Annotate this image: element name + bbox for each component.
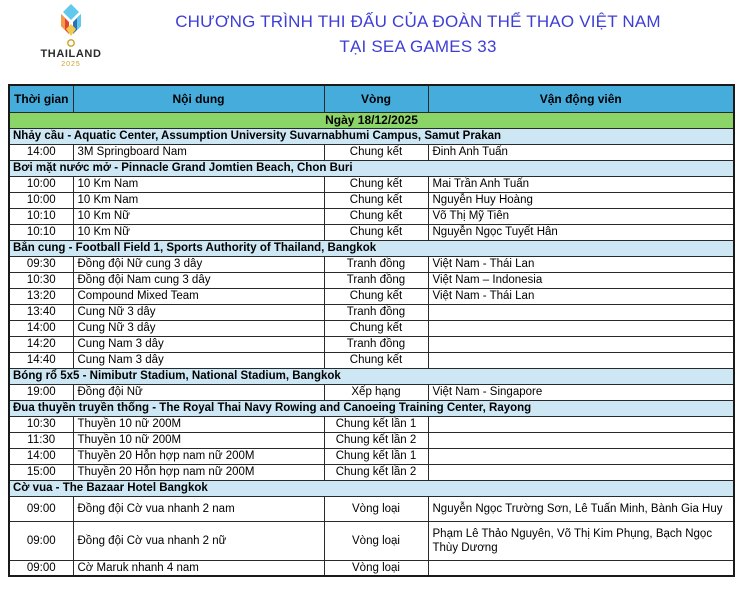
time-cell: 15:00 xyxy=(9,464,73,480)
time-cell: 14:00 xyxy=(9,448,73,464)
table-row xyxy=(9,432,734,448)
table-row xyxy=(9,192,734,208)
logo-country-label: THAILAND xyxy=(40,48,102,60)
table-row xyxy=(9,496,734,521)
event-cell: Đồng đội Nữ xyxy=(73,384,324,400)
table-row xyxy=(9,288,734,304)
event-cell: Thuyền 10 nữ 200M xyxy=(73,432,324,448)
section-header-row xyxy=(9,480,734,496)
table-row xyxy=(9,416,734,432)
event-cell: 10 Km Nam xyxy=(73,192,324,208)
section-header-row xyxy=(9,128,734,144)
athlete-cell: Phạm Lê Thảo Nguyên, Võ Thị Kim Phụng, Bạch Ngọc Thùy Dương xyxy=(428,521,734,560)
round-cell: Chung kết xyxy=(324,288,428,304)
page-title-line2: TẠI SEA GAMES 33 xyxy=(339,37,497,56)
section-header: Nhảy cầu - Aquatic Center, Assumption University Suvarnabhumi Campus, Samut Prakan xyxy=(9,128,734,144)
athlete-cell: Việt Nam - Thái Lan xyxy=(428,256,734,272)
athlete-cell: Việt Nam – Indonesia xyxy=(428,272,734,288)
date-banner: Ngày 18/12/2025 xyxy=(9,112,734,128)
table-row xyxy=(9,448,734,464)
column-header-row xyxy=(9,85,734,112)
round-cell: Chung kết xyxy=(324,176,428,192)
section-header-row xyxy=(9,400,734,416)
round-cell: Vòng loại xyxy=(324,560,428,576)
athlete-cell xyxy=(428,352,734,368)
date-banner-row xyxy=(9,112,734,128)
time-cell: 10:10 xyxy=(9,208,73,224)
page-title xyxy=(132,9,704,59)
section-header: Đua thuyền truyền thống - The Royal Thai Navy Rowing and Canoeing Training Center, Rayong xyxy=(9,400,734,416)
table-row xyxy=(9,144,734,160)
time-cell: 14:20 xyxy=(9,336,73,352)
column-header-time: Thời gian xyxy=(9,85,73,112)
time-cell: 09:00 xyxy=(9,560,73,576)
table-row xyxy=(9,560,734,576)
round-cell: Chung kết xyxy=(324,320,428,336)
round-cell: Vòng loại xyxy=(324,496,428,521)
document-header xyxy=(0,0,740,84)
athlete-cell: Nguyễn Ngọc Tuyết Hân xyxy=(428,224,734,240)
event-cell: Đồng đội Nữ cung 3 dây xyxy=(73,256,324,272)
round-cell: Chung kết lần 1 xyxy=(324,416,428,432)
table-row xyxy=(9,224,734,240)
time-cell: 13:40 xyxy=(9,304,73,320)
section-header: Bóng rổ 5x5 - Nimibutr Stadium, National Stadium, Bangkok xyxy=(9,368,734,384)
round-cell: Tranh đồng xyxy=(324,256,428,272)
seagames33-logo xyxy=(28,3,114,69)
athlete-cell: Việt Nam - Thái Lan xyxy=(428,288,734,304)
time-cell: 09:00 xyxy=(9,496,73,521)
round-cell: Chung kết lần 1 xyxy=(324,448,428,464)
time-cell: 13:20 xyxy=(9,288,73,304)
table-row xyxy=(9,464,734,480)
schedule-table xyxy=(8,84,735,577)
table-row xyxy=(9,304,734,320)
event-cell: Compound Mixed Team xyxy=(73,288,324,304)
section-header-row xyxy=(9,240,734,256)
event-cell: 3M Springboard Nam xyxy=(73,144,324,160)
time-cell: 14:00 xyxy=(9,320,73,336)
round-cell: Chung kết xyxy=(324,192,428,208)
table-row xyxy=(9,521,734,560)
round-cell: Chung kết xyxy=(324,224,428,240)
event-cell: Đồng đội Cờ vua nhanh 2 nam xyxy=(73,496,324,521)
time-cell: 11:30 xyxy=(9,432,73,448)
round-cell: Tranh đồng xyxy=(324,336,428,352)
event-cell: 10 Km Nữ xyxy=(73,224,324,240)
event-cell: Cung Nữ 3 dây xyxy=(73,320,324,336)
logo-year-label: 2025 xyxy=(61,61,81,68)
table-row xyxy=(9,320,734,336)
event-cell: 10 Km Nữ xyxy=(73,208,324,224)
event-cell: Cờ Maruk nhanh 4 nam xyxy=(73,560,324,576)
athlete-cell xyxy=(428,560,734,576)
athlete-cell: Việt Nam - Singapore xyxy=(428,384,734,400)
athlete-cell xyxy=(428,464,734,480)
table-row xyxy=(9,352,734,368)
round-cell: Tranh đồng xyxy=(324,304,428,320)
athlete-cell xyxy=(428,448,734,464)
table-row xyxy=(9,272,734,288)
time-cell: 10:30 xyxy=(9,416,73,432)
table-row xyxy=(9,176,734,192)
event-cell: Thuyền 10 nữ 200M xyxy=(73,416,324,432)
section-header: Cờ vua - The Bazaar Hotel Bangkok xyxy=(9,480,734,496)
schedule-table-head xyxy=(9,85,734,112)
column-header-event: Nội dung xyxy=(73,85,324,112)
time-cell: 10:10 xyxy=(9,224,73,240)
section-header: Bắn cung - Football Field 1, Sports Authority of Thailand, Bangkok xyxy=(9,240,734,256)
table-row xyxy=(9,384,734,400)
event-cell: Cung Nam 3 dây xyxy=(73,352,324,368)
column-header-round: Vòng xyxy=(324,85,428,112)
event-cell: Đồng đội Cờ vua nhanh 2 nữ xyxy=(73,521,324,560)
time-cell: 19:00 xyxy=(9,384,73,400)
event-cell: Đồng đội Nam cung 3 dây xyxy=(73,272,324,288)
round-cell: Tranh đồng xyxy=(324,272,428,288)
time-cell: 14:00 xyxy=(9,144,73,160)
table-row xyxy=(9,208,734,224)
round-cell: Chung kết lần 2 xyxy=(324,464,428,480)
athlete-cell xyxy=(428,416,734,432)
page-title-line1: CHƯƠNG TRÌNH THI ĐẤU CỦA ĐOÀN THỂ THAO VIỆT NAM xyxy=(175,12,661,31)
seagames33-emblem-icon xyxy=(49,3,93,49)
athlete-cell: Võ Thị Mỹ Tiên xyxy=(428,208,734,224)
section-header: Bơi mặt nước mở - Pinnacle Grand Jomtien Beach, Chon Buri xyxy=(9,160,734,176)
event-cell: Cung Nam 3 dây xyxy=(73,336,324,352)
schedule-body xyxy=(9,112,734,576)
athlete-cell: Nguyễn Ngọc Trường Sơn, Lê Tuấn Minh, Bành Gia Huy xyxy=(428,496,734,521)
athlete-cell xyxy=(428,432,734,448)
table-row xyxy=(9,336,734,352)
athlete-cell xyxy=(428,336,734,352)
round-cell: Chung kết xyxy=(324,144,428,160)
time-cell: 09:30 xyxy=(9,256,73,272)
athlete-cell xyxy=(428,304,734,320)
round-cell: Chung kết xyxy=(324,208,428,224)
round-cell: Chung kết xyxy=(324,352,428,368)
event-cell: Thuyền 20 Hỗn hợp nam nữ 200M xyxy=(73,464,324,480)
time-cell: 10:00 xyxy=(9,192,73,208)
time-cell: 10:00 xyxy=(9,176,73,192)
event-cell: 10 Km Nam xyxy=(73,176,324,192)
athlete-cell: Đinh Anh Tuấn xyxy=(428,144,734,160)
time-cell: 09:00 xyxy=(9,521,73,560)
round-cell: Vòng loại xyxy=(324,521,428,560)
time-cell: 14:40 xyxy=(9,352,73,368)
round-cell: Chung kết lần 2 xyxy=(324,432,428,448)
column-header-athlete: Vận động viên xyxy=(428,85,734,112)
event-cell: Cung Nữ 3 dây xyxy=(73,304,324,320)
round-cell: Xếp hạng xyxy=(324,384,428,400)
athlete-cell: Mai Trần Anh Tuấn xyxy=(428,176,734,192)
time-cell: 10:30 xyxy=(9,272,73,288)
section-header-row xyxy=(9,368,734,384)
event-cell: Thuyền 20 Hỗn hợp nam nữ 200M xyxy=(73,448,324,464)
athlete-cell: Nguyễn Huy Hoàng xyxy=(428,192,734,208)
table-row xyxy=(9,256,734,272)
section-header-row xyxy=(9,160,734,176)
athlete-cell xyxy=(428,320,734,336)
